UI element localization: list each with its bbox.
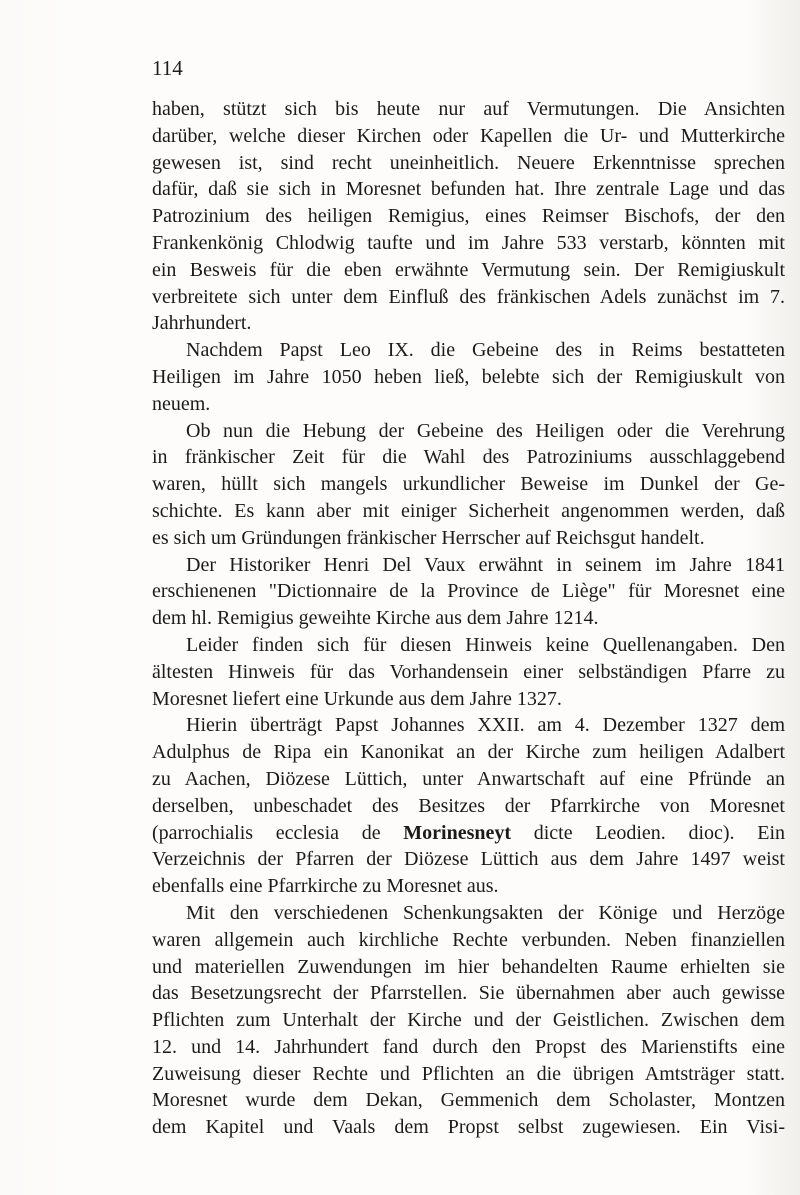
paragraph-3 — [152, 418, 785, 552]
text-line: dem hl. Remigius geweihte Kirche aus dem Jahre 1214. — [152, 607, 599, 630]
text-span: dicte Leodien. dioc). Ein — [511, 821, 785, 844]
paragraph-5 — [152, 632, 785, 712]
text-line: ein Besweis für die eben erwähnte Vermutung sein. Der Remigiuskult — [152, 258, 785, 281]
text-line: Pflichten zum Unterhalt der Kirche und der Geistlichen. Zwischen dem — [152, 1009, 785, 1032]
text-line: das Besetzungsrecht der Pfarrstellen. Sie übernahmen aber auch gewisse — [152, 982, 785, 1005]
text-line: Nachdem Papst Leo IX. die Gebeine des in Reims bestatteten — [186, 339, 785, 362]
text-line: ältesten Hinweis für das Vorhandensein einer selbständigen Pfarre zu — [152, 660, 785, 683]
text-line: Verzeichnis der Pfarren der Diözese Lüttich aus dem Jahre 1497 weist — [152, 848, 785, 871]
body-text — [152, 96, 785, 1141]
text-line: Ob nun die Hebung der Gebeine des Heiligen oder die Verehrung — [186, 419, 785, 442]
text-line: Frankenkönig Chlodwig taufte und im Jahre 533 verstarb, könnten mit — [152, 231, 785, 254]
text-line: und materiellen Zuwendungen im hier behandelten Raume erhielten sie — [152, 955, 785, 978]
text-line: Heiligen im Jahre 1050 heben ließ, belebte sich der Remigiuskult von — [152, 365, 785, 388]
paragraph-4 — [152, 552, 785, 632]
paragraph-7 — [152, 900, 785, 1141]
text-line: 12. und 14. Jahrhundert fand durch den Propst des Marienstifts eine — [152, 1035, 785, 1058]
text-line: ebenfalls eine Pfarrkirche zu Moresnet aus. — [152, 875, 499, 898]
paragraph-6 — [152, 712, 785, 900]
bold-placename: Morinesneyt — [403, 821, 512, 844]
text-line: haben, stützt sich bis heute nur auf Vermutungen. Die Ansichten — [152, 98, 785, 120]
text-line: Leider finden sich für diesen Hinweis keine Quellenangaben. Den — [186, 633, 785, 656]
text-line: waren, hüllt sich mangels urkundlicher Beweise im Dunkel der Ge- — [152, 473, 785, 496]
text-line-special — [152, 820, 785, 847]
text-line: darüber, welche dieser Kirchen oder Kapellen die Ur- und Mutterkirche — [152, 124, 785, 147]
text-line: zu Aachen, Diözese Lüttich, unter Anwartschaft auf eine Pfründe an — [152, 767, 785, 790]
text-line: in fränkischer Zeit für die Wahl des Patroziniums ausschlaggebend — [152, 446, 785, 469]
text-line: erschienenen "Dictionnaire de la Province de Liège" für Moresnet eine — [152, 580, 785, 603]
text-span: (parrochialis ecclesia de — [152, 821, 404, 844]
text-line: Jahrhundert. — [152, 312, 252, 335]
text-line: es sich um Gründungen fränkischer Herrscher auf Reichsgut handelt. — [152, 526, 705, 549]
text-line: Adulphus de Ripa ein Kanonikat an der Kirche zum heiligen Adalbert — [152, 741, 785, 764]
paragraph-1 — [152, 96, 785, 337]
page-number: 114 — [152, 56, 183, 80]
text-line: verbreitete sich unter dem Einfluß des fränkischen Adels zunächst im 7. — [152, 285, 785, 308]
text-line: Moresnet wurde dem Dekan, Gemmenich dem Scholaster, Montzen — [152, 1089, 785, 1112]
text-line: dafür, daß sie sich in Moresnet befunden hat. Ihre zentrale Lage und das — [152, 178, 785, 201]
text-line: derselben, unbeschadet des Besitzes der Pfarrkirche von Moresnet — [152, 794, 785, 817]
text-line: schichte. Es kann aber mit einiger Sicherheit angenommen werden, daß — [152, 499, 785, 522]
paragraph-2 — [152, 337, 785, 417]
text-line: Mit den verschiedenen Schenkungsakten der Könige und Herzöge — [186, 901, 785, 924]
text-line: Hierin überträgt Papst Johannes XXII. am 4. Dezember 1327 dem — [186, 714, 785, 737]
text-line: Patrozinium des heiligen Remigius, eines Reimser Bischofs, der den — [152, 205, 785, 228]
text-line: Moresnet liefert eine Urkunde aus dem Jahre 1327. — [152, 687, 562, 710]
text-line: dem Kapitel und Vaals dem Propst selbst zugewiesen. Ein Visi- — [152, 1116, 785, 1139]
text-line: Der Historiker Henri Del Vaux erwähnt in seinem im Jahre 1841 — [186, 553, 785, 576]
text-line: Zuweisung dieser Rechte und Pflichten an die übrigen Amtsträger statt. — [152, 1062, 785, 1085]
text-line: waren allgemein auch kirchliche Rechte verbunden. Neben finanziellen — [152, 928, 785, 951]
text-line: gewesen ist, sind recht uneinheitlich. Neuere Erkenntnisse sprechen — [152, 151, 785, 174]
text-line: neuem. — [152, 392, 211, 415]
